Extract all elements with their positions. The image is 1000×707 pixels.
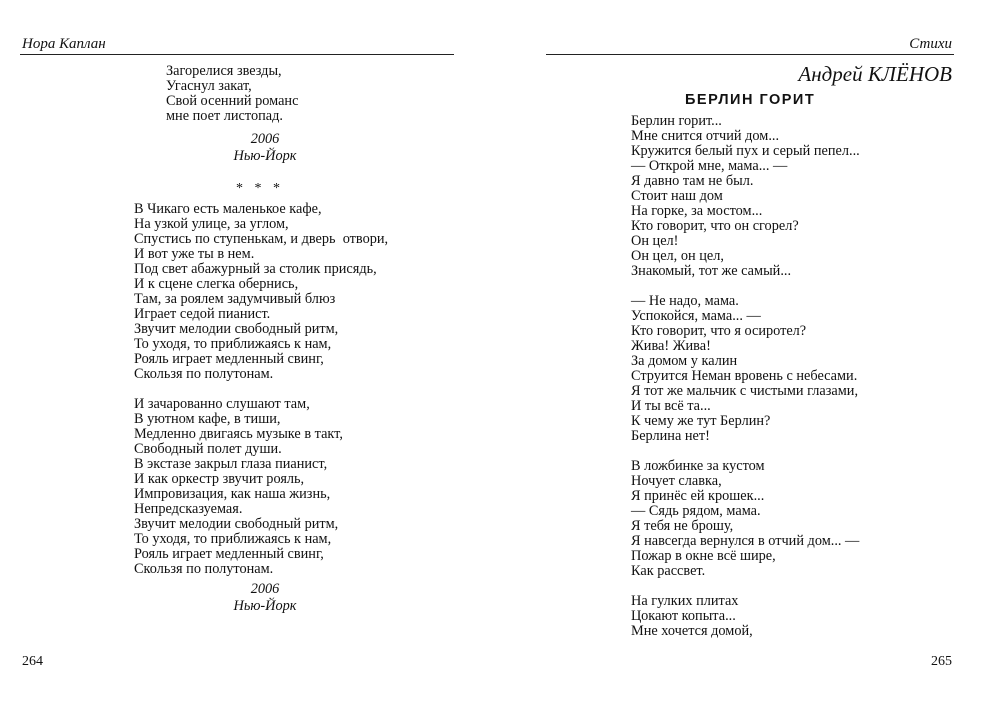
verse-line: Рояль играет медленный свинг, — [134, 351, 324, 367]
signature-1-place: Нью-Йорк — [233, 148, 297, 164]
verse-line: Успокойся, мама... — — [631, 308, 761, 324]
verse-line: И как оркестр звучит рояль, — [134, 471, 305, 487]
poem-separator: * * * — [236, 181, 284, 196]
verse-line: К чему же тут Берлин? — [631, 413, 771, 429]
verse-line: Играет седой пианист. — [134, 306, 271, 322]
verse-line: Спустись по ступенькам, и дверь отвори, — [134, 231, 389, 247]
signature-2-place: Нью-Йорк — [233, 598, 297, 614]
verse-line: Стоит наш дом — [631, 188, 723, 204]
stanza-break — [631, 579, 860, 594]
verse-line: Ночует славка, — [631, 473, 722, 489]
verse-line: На узкой улице, за углом, — [134, 216, 289, 232]
verse-line: И ты всё та... — [631, 398, 711, 414]
verse-line: И вот уже ты в нем. — [134, 246, 255, 262]
verse-line: Скользя по полутонам. — [134, 561, 274, 577]
verse-line: Непредсказуемая. — [134, 501, 243, 517]
verse-line: В ложбинке за кустом — [631, 458, 765, 474]
poem-title: БЕРЛИН ГОРИТ — [685, 92, 816, 108]
verse-line: Я тот же мальчик с чистыми глазами, — [631, 383, 859, 399]
verse-line: Струится Неман вровень с небесами. — [631, 368, 858, 384]
verse-line: И к сцене слегка обернись, — [134, 276, 299, 292]
verse-line: То уходя, то приближаясь к нам, — [134, 336, 332, 352]
verse-line: И зачарованно слушают там, — [134, 396, 310, 412]
left-running-head: Нора Каплан — [22, 36, 106, 52]
verse-line: Я тебя не брошу, — [631, 518, 734, 534]
verse-line: Берлина нет! — [631, 428, 710, 444]
verse-line: В уютном кафе, в тиши, — [134, 411, 281, 427]
verse-line: Там, за роялем задумчивый блюз — [134, 291, 336, 307]
verse-line: Скользя по полутонам. — [134, 366, 274, 382]
verse-line: Свободный полет души. — [134, 441, 282, 457]
verse-line: Я давно там не был. — [631, 173, 754, 189]
verse-line: Кто говорит, что он сгорел? — [631, 218, 799, 234]
verse-line: Пожар в окне всё шире, — [631, 548, 776, 564]
signature-2-year: 2006 — [250, 581, 280, 597]
verse-line: То уходя, то приближаясь к нам, — [134, 531, 332, 547]
verse-line: Знакомый, тот же самый... — [631, 263, 792, 279]
verse-line: мне поет листопад. — [166, 108, 283, 124]
verse-line: Загорелися звезды, — [166, 63, 282, 79]
verse-line: Жива! Жива! — [631, 338, 711, 354]
verse-line: Рояль играет медленный свинг, — [134, 546, 324, 562]
right-header-rule — [546, 54, 954, 55]
right-page-number: 265 — [931, 654, 952, 669]
left-poem-2 — [134, 202, 388, 577]
verse-line: — Сядь рядом, мама. — [631, 503, 761, 519]
left-header-rule — [20, 54, 454, 55]
verse-line: В Чикаго есть маленькое кафе, — [134, 201, 322, 217]
verse-line: Свой осенний романс — [166, 93, 299, 109]
verse-line: Цокают копыта... — [631, 608, 736, 624]
verse-line: Кружится белый пух и серый пепел... — [631, 143, 860, 159]
verse-line: Под свет абажурный за столик присядь, — [134, 261, 377, 277]
verse-line: Берлин горит... — [631, 113, 722, 129]
signature-2 — [230, 581, 300, 615]
verse-line: Звучит мелодии свободный ритм, — [134, 516, 339, 532]
stanza-break — [631, 444, 860, 459]
verse-line: На гулких плитах — [631, 593, 739, 609]
verse-line: — Открой мне, мама... — — [631, 158, 788, 174]
verse-line: Я принёс ей крошек... — [631, 488, 765, 504]
signature-1-year: 2006 — [250, 131, 280, 147]
verse-line: Медленно двигаясь музыке в такт, — [134, 426, 343, 442]
verse-line: Мне снится отчий дом... — [631, 128, 780, 144]
verse-line: В экстазе закрыл глаза пианист, — [134, 456, 328, 472]
left-stanza-end — [166, 64, 298, 124]
verse-line: Кто говорит, что я осиротел? — [631, 323, 807, 339]
signature-1 — [230, 131, 300, 165]
right-page — [500, 0, 1000, 707]
verse-line: Угаснул закат, — [166, 78, 252, 94]
verse-line: За домом у калин — [631, 353, 738, 369]
verse-line: Он цел, он цел, — [631, 248, 724, 264]
verse-line: Как рассвет. — [631, 563, 706, 579]
right-running-head: Стихи — [909, 36, 952, 52]
verse-line: — Не надо, мама. — [631, 293, 739, 309]
verse-line: Мне хочется домой, — [631, 623, 753, 639]
author-name: Андрей КЛЁНОВ — [798, 62, 952, 86]
verse-line: Он цел! — [631, 233, 679, 249]
verse-line: Звучит мелодии свободный ритм, — [134, 321, 339, 337]
stanza-break — [134, 382, 388, 397]
stanza-break — [631, 279, 860, 294]
verse-line: На горке, за мостом... — [631, 203, 763, 219]
verse-line: Я навсегда вернулся в отчий дом... — — [631, 533, 860, 549]
verse-line: Импровизация, как наша жизнь, — [134, 486, 331, 502]
left-page-number: 264 — [22, 654, 43, 669]
right-poem — [631, 114, 860, 639]
